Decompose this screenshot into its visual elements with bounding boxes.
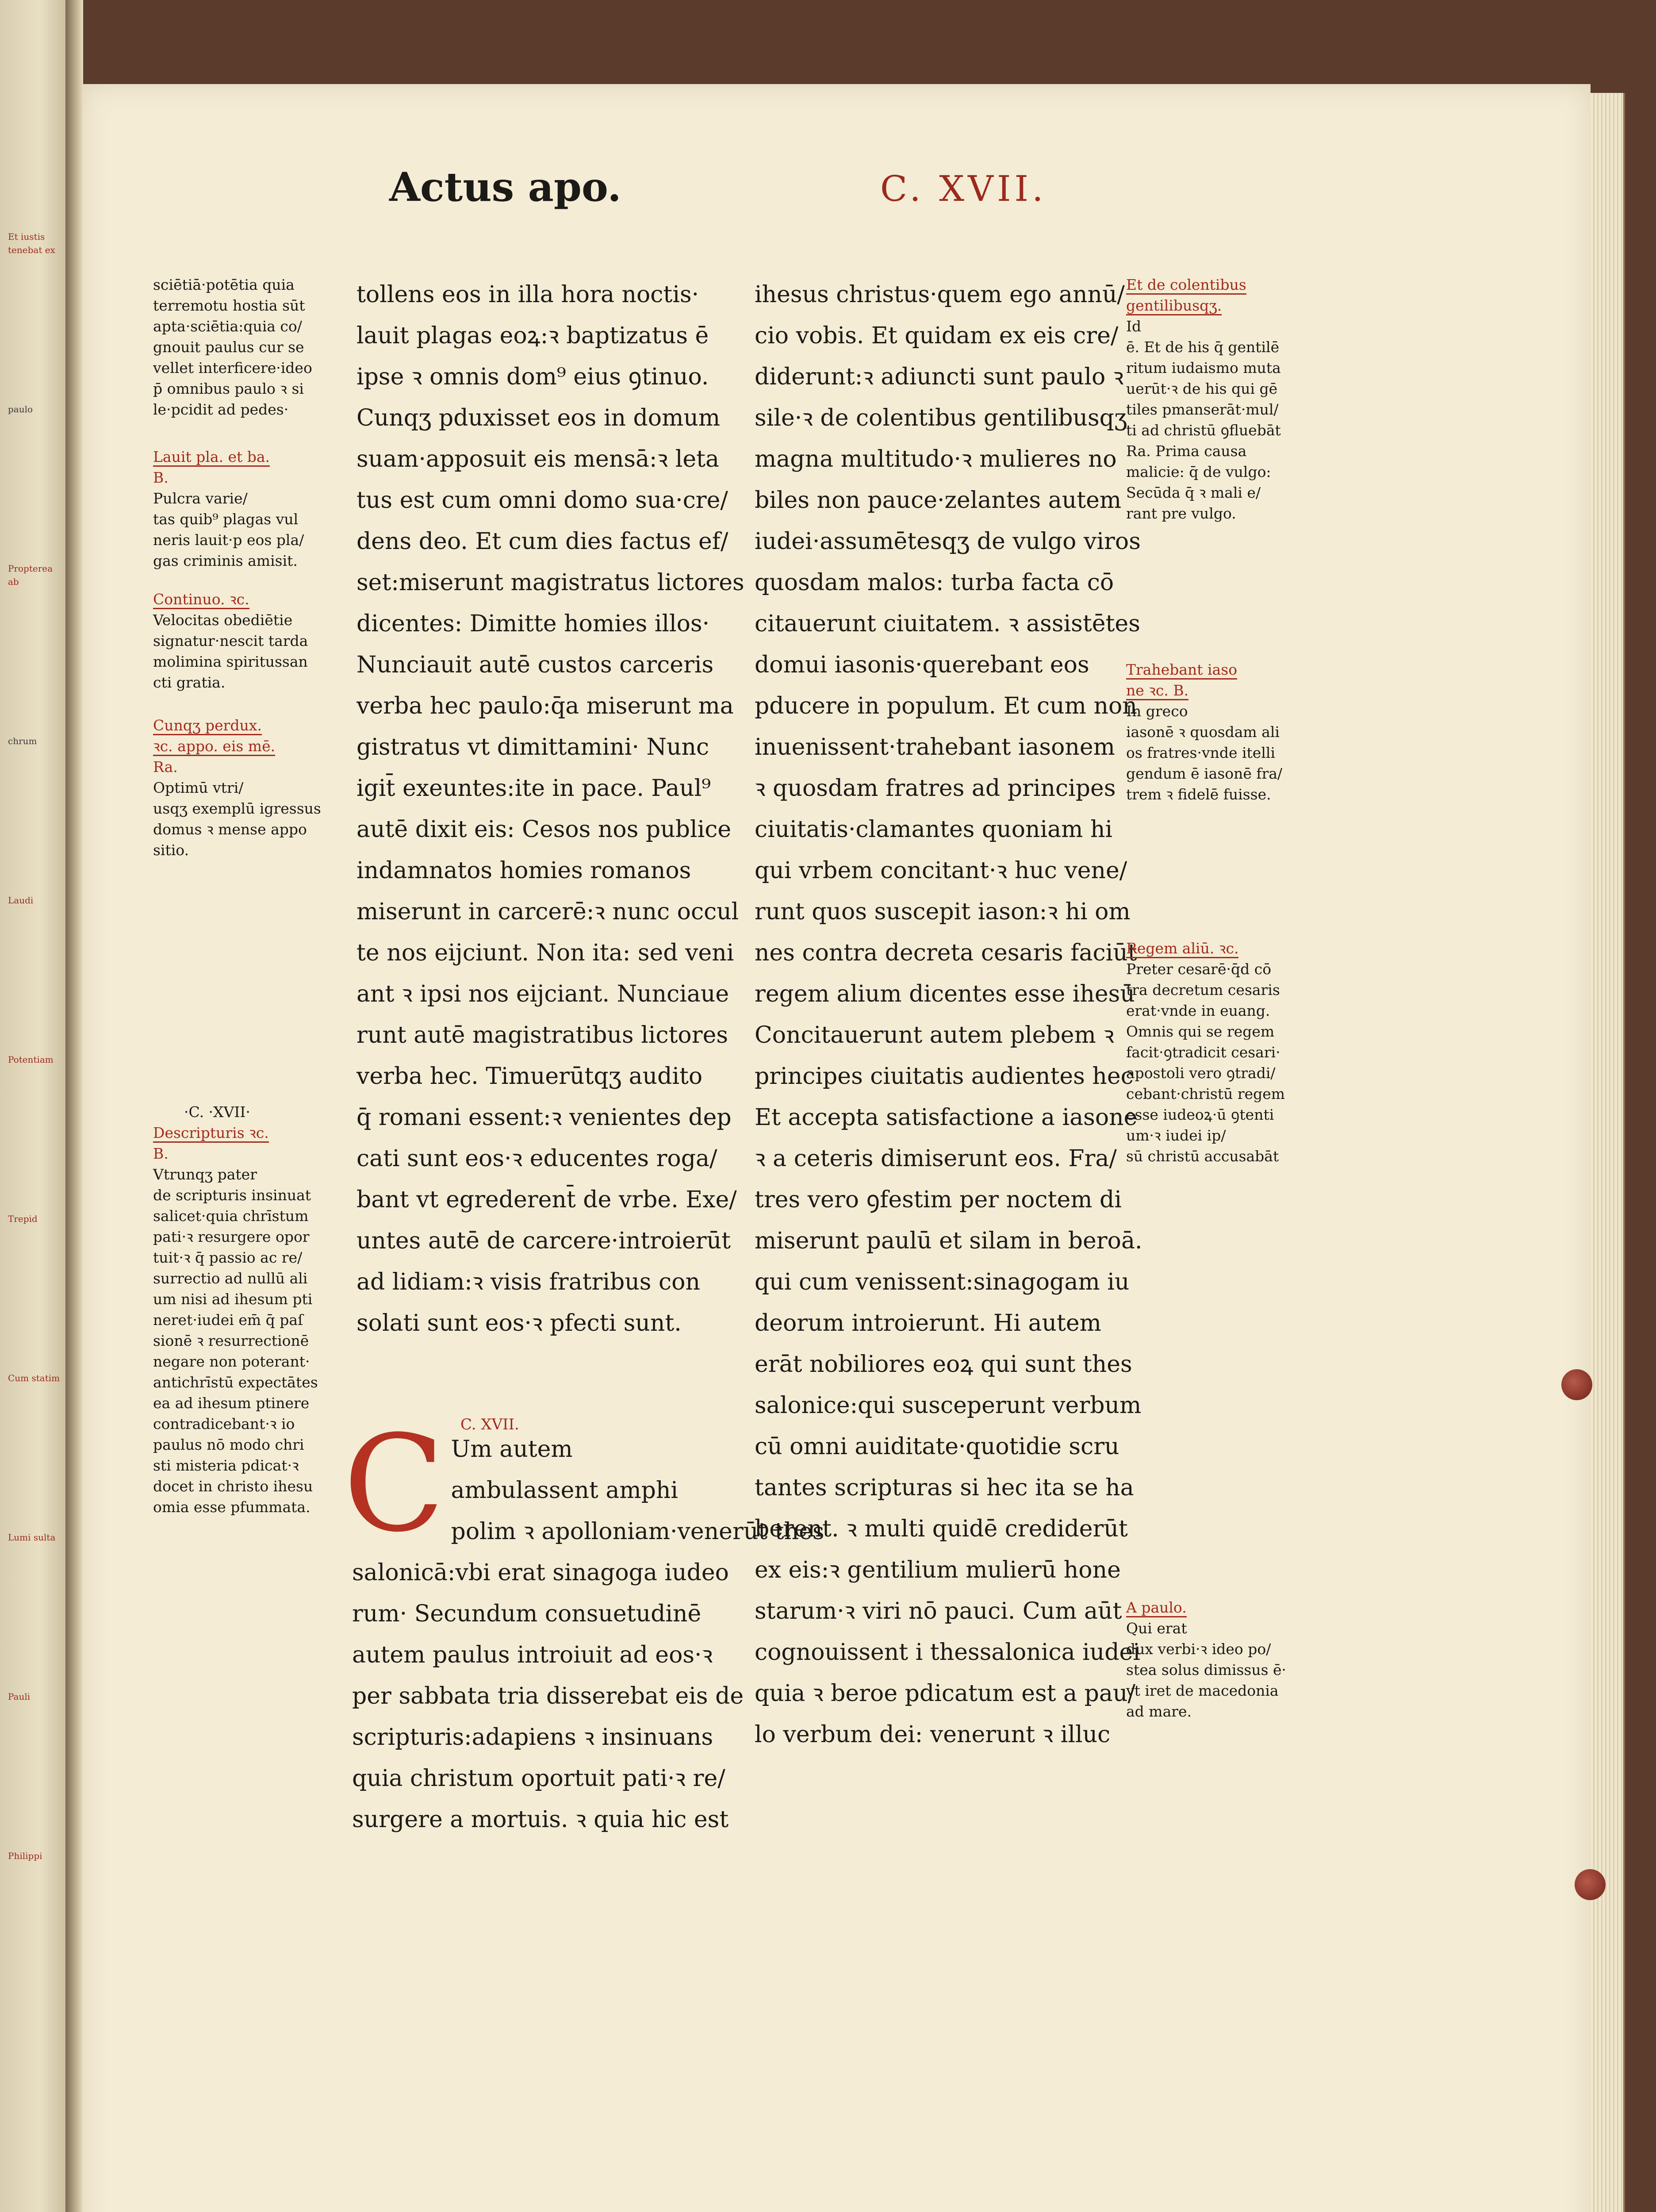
gloss-line: de scripturis insinuat [153, 1187, 311, 1204]
gloss-line: gendum ē iasonē fra/ [1126, 765, 1283, 782]
text-line: deorum introierunt. Hi autem [755, 1310, 1101, 1336]
gloss-line: Secūda q̄ ꝛ mali e/ [1126, 484, 1261, 501]
gloss-line: facit·ꝯtradicit cesari· [1126, 1044, 1280, 1061]
gloss-line: surrectio ad nullū ali [153, 1270, 308, 1287]
gloss-line: Omnis qui se regem [1126, 1023, 1275, 1040]
text-line: Cunqʒ pduxisset eos in domum [356, 405, 721, 431]
left-page-line: Potentiam [8, 1054, 54, 1065]
text-line: scripturis:adapiens ꝛ insinuans [352, 1724, 713, 1751]
text-line: ꝛ a ceteris dimiserunt eos. Fra/ [755, 1145, 1117, 1172]
text-line: principes ciuitatis audientes hec [755, 1063, 1134, 1090]
gloss-line: omia esse pfummata. [153, 1498, 310, 1516]
gloss-line: dux verbi·ꝛ ideo po/ [1126, 1640, 1271, 1658]
main-text-column-right [755, 274, 1179, 1755]
gloss-line: Ra. Prima causa [1126, 442, 1247, 460]
gloss-line: ē. Et de his q̄ gentilē [1126, 338, 1280, 356]
gloss-line: contradicebant·ꝛ io [153, 1415, 295, 1432]
text-line: cū omni auiditate·quotidie scru [755, 1433, 1119, 1460]
gloss-line: domus ꝛ mense appo [153, 821, 307, 838]
text-line: domui iasonis·querebant eos [755, 652, 1089, 678]
text-line: ꝛ quosdam fratres ad principes [755, 775, 1116, 802]
left-page-fragments [8, 230, 63, 2008]
left-page-line: Philippi [8, 1851, 42, 1861]
text-line: ant ꝛ ipsi nos eijciant. Nunciaue [356, 981, 729, 1007]
left-page-line: Lumi sulta [8, 1532, 56, 1543]
gloss-line: ad mare. [1126, 1703, 1192, 1720]
text-line: igit̄ exeuntes:ite in pace. Paul⁹ [356, 775, 711, 802]
text-line: qui vrbem concitant·ꝛ huc vene/ [755, 857, 1127, 884]
gloss-heading: Cunqʒ perdux. [153, 717, 262, 735]
gloss-heading: A paulo. [1126, 1599, 1187, 1617]
gloss-line: usqʒ exemplū igressus [153, 800, 321, 817]
text-line: sile·ꝛ de colentibus gentilibusqʒ [755, 405, 1127, 431]
gloss-heading: Lauit pla. et ba. [153, 448, 270, 467]
running-head-title: Actus apo. [389, 164, 621, 211]
text-line: inuenissent·trahebant iasonem [755, 734, 1115, 760]
gloss-line: gnouit paulus cur se [153, 338, 304, 356]
gloss-right-column [1126, 274, 1303, 524]
gloss-heading: Trahebant iaso [1126, 661, 1237, 680]
gloss-block [153, 777, 339, 860]
gloss-line: Velocitas obediētie [153, 611, 293, 629]
gloss-line: sti misteria pdicat·ꝛ [153, 1457, 299, 1474]
left-page-line: paulo [8, 404, 33, 415]
gloss-line: negare non poterant· [153, 1353, 310, 1370]
text-line: biles non pauce·zelantes autem [755, 487, 1122, 514]
text-line: citauerunt ciuitatem. ꝛ assistētes [755, 611, 1140, 637]
gloss-line: os fratres·vnde itelli [1126, 744, 1275, 761]
text-line: suam·apposuit eis mensā:ꝛ leta [356, 446, 720, 472]
gloss-line: antichrīstū expectātes [153, 1374, 318, 1391]
text-line: berent. ꝛ multi quidē crediderūt [755, 1516, 1128, 1542]
gloss-line: tas quib⁹ plagas vul [153, 511, 299, 528]
gloss-line: stea solus dimissus ē· [1126, 1661, 1287, 1678]
gloss-line: vt iret de macedonia [1126, 1682, 1279, 1699]
gloss-line: rant pre vulgo. [1126, 505, 1236, 522]
gloss-line: paulus nō modo chri [153, 1436, 304, 1453]
gloss-block [1126, 701, 1303, 805]
gloss-line: uerūt·ꝛ de his qui gē [1126, 380, 1278, 397]
left-page-line: Pauli [8, 1691, 31, 1702]
gloss-line: trem ꝛ fidelē fuisse. [1126, 786, 1271, 803]
text-line: nes contra decreta cesaris faciūt [755, 940, 1137, 966]
gloss-right-column-2 [1126, 659, 1303, 805]
gloss-line: le·pcidit ad pedes· [153, 401, 289, 418]
text-line: ex eis:ꝛ gentilium mulierū hone [755, 1557, 1121, 1583]
gloss-heading-sub: ne ꝛc. B. [1126, 682, 1188, 700]
text-line: ipse ꝛ omnis dom⁹ eius ꝯtinuo. [356, 364, 709, 390]
drop-capital: C [343, 1407, 445, 1561]
text-line: surgere a mortuis. ꝛ quia hic est [352, 1806, 729, 1833]
gloss-block [1126, 1618, 1303, 1722]
text-line: salonice:qui susceperunt verbum [755, 1392, 1142, 1419]
gloss-heading: Regem aliū. ꝛc. [1126, 940, 1238, 958]
gloss-line: tra decretum cesaris [1126, 981, 1280, 998]
gloss-line: malicie: q̄ de vulgo: [1126, 463, 1271, 480]
left-page-line: chrum [8, 736, 37, 746]
gloss-line: sitio. [153, 841, 189, 859]
text-line: te nos eijciunt. Non ita: sed veni [356, 940, 734, 966]
text-line: ad lidiam:ꝛ visis fratribus con [356, 1269, 700, 1295]
main-text-lines [356, 274, 755, 1344]
text-line: lauit plagas eoꝝ:ꝛ baptizatus ē [356, 323, 709, 349]
gloss-block [153, 610, 339, 693]
gloss-line: Vtrunqʒ pater [153, 1166, 257, 1183]
left-page-line: Cum statim [8, 1373, 60, 1383]
gloss-line: ti ad christū ꝯfluebāt [1126, 422, 1281, 439]
gloss-line: um nisi ad ihesum pti [153, 1290, 313, 1308]
text-line: tus est cum omni domo sua·cre/ [356, 487, 728, 514]
gloss-block [1126, 959, 1303, 1167]
text-line: ihesus christus·quem ego annū/ [755, 281, 1125, 308]
text-line: dicentes: Dimitte homies illos· [356, 611, 710, 637]
gloss-line: terremotu hostia sūt [153, 297, 305, 314]
text-line: rum· Secundum consuetudinē [352, 1601, 702, 1627]
text-line: solati sunt eos·ꝛ pfecti sunt. [356, 1310, 682, 1336]
gloss-line: neris lauit·p eos pla/ [153, 531, 304, 549]
gloss-chapter-mark: ·C. ·XVII· [184, 1103, 250, 1121]
gloss-heading-sub: ꝛc. appo. eis mē. [153, 737, 275, 756]
gloss-block [153, 488, 339, 571]
text-line: cognouissent i thessalonica iudei [755, 1639, 1140, 1666]
gloss-line: sionē ꝛ resurrectionē [153, 1332, 309, 1349]
gloss-line: molimina spiritussan [153, 653, 308, 670]
text-line: qui cum venissent:sinagogam iu [755, 1269, 1130, 1295]
text-line: pducere in populum. Et cum non [755, 693, 1137, 719]
text-line: set:miserunt magistratus lictores [356, 569, 744, 596]
wax-seal [1561, 1369, 1592, 1400]
gloss-line: Preter cesarē·q̄d cō [1126, 960, 1272, 978]
gloss-left-column-lower [153, 1102, 339, 1517]
gloss-line: In greco [1126, 703, 1188, 720]
gloss-line: neret·iudei em̄ q̄ paſ [153, 1311, 303, 1329]
gloss-left-column [153, 274, 339, 860]
gloss-line: Id [1126, 318, 1142, 335]
gloss-line: vellet interficere·ideo [153, 359, 312, 376]
text-line: runt autē magistratibus lictores [356, 1022, 728, 1048]
text-line: erāt nobiliores eoꝝ qui sunt thes [755, 1351, 1132, 1378]
gloss-line: ea ad ihesum ptinere [153, 1394, 310, 1412]
gloss-line: sciētiā·potētia quia [153, 276, 295, 293]
text-line: verba hec paulo:q̄a miserunt ma [356, 693, 734, 719]
text-line: miserunt paulū et silam in beroā. [755, 1228, 1142, 1254]
gloss-line: salicet·quia chrīstum [153, 1207, 309, 1225]
text-line: Et accepta satisfactione a iasone [755, 1104, 1138, 1131]
gloss-right-column-3 [1126, 938, 1303, 1167]
gloss-block [1126, 316, 1303, 524]
text-line: magna multitudo·ꝛ mulieres no [755, 446, 1117, 472]
gloss-heading: Continuo. ꝛc. [153, 591, 249, 609]
gloss-line: tuit·ꝛ q̄ passio ac re/ [153, 1249, 303, 1266]
gloss-line: apostoli vero ꝯtradi/ [1126, 1064, 1276, 1082]
text-line: Nunciauit autē custos carceris [356, 652, 714, 678]
text-line: indamnatos homies romanos [356, 857, 691, 884]
gloss-line: Optimū vtri/ [153, 779, 244, 796]
left-page-line: Laudi [8, 895, 34, 906]
gloss-line: erat·vnde in euang. [1126, 1002, 1270, 1019]
gloss-block [153, 1164, 339, 1517]
text-line: autē dixit eis: Cesos nos publice [356, 816, 732, 843]
gloss-line: signatur·nescit tarda [153, 632, 308, 649]
gloss-block [153, 274, 339, 420]
gloss-heading-sub: B. [153, 1145, 169, 1162]
gloss-line: sū christū accusabāt [1126, 1148, 1279, 1165]
text-line: cati sunt eos·ꝛ educentes roga/ [356, 1145, 717, 1172]
gloss-line: gas criminis amisit. [153, 552, 298, 569]
text-line: miserunt in carcerē:ꝛ nunc occul [356, 899, 739, 925]
gloss-line: cebant·christū regem [1126, 1085, 1285, 1102]
gloss-line: pati·ꝛ resurgere opor [153, 1228, 310, 1245]
text-line: iudei·assumētesqʒ de vulgo viros [755, 528, 1141, 555]
book-gutter [65, 0, 83, 2212]
text-line: dens deo. Et cum dies factus ef/ [356, 528, 728, 555]
text-line: tres vero ꝯfestim per noctem di [755, 1187, 1122, 1213]
text-line: tollens eos in illa hora noctis· [356, 281, 699, 308]
gloss-line: p̄ omnibus paulo ꝛ si [153, 380, 304, 397]
gloss-heading: Et de colentibus [1126, 276, 1246, 295]
text-line: regem alium dicentes esse ihesū [755, 981, 1135, 1007]
text-line: lo verbum dei: venerunt ꝛ illuc [755, 1721, 1111, 1748]
gloss-heading-sub: gentilibusqʒ. [1126, 297, 1222, 315]
gloss-heading-sub: Ra. [153, 758, 178, 776]
text-line: gistratus vt dimittamini· Nunc [356, 734, 709, 760]
running-head-chapter: C. XVII. [880, 168, 1047, 209]
text-line: polim ꝛ apolloniam·venerūt thes [451, 1518, 824, 1545]
main-text-column-left [356, 274, 755, 1344]
text-line: ambulassent amphi [451, 1477, 678, 1504]
gloss-line: Pulcra varie/ [153, 490, 248, 507]
manuscript-page [82, 84, 1591, 2212]
gloss-line: cti gratia. [153, 674, 226, 691]
text-line: quia christum oportuit pati·ꝛ re/ [352, 1765, 725, 1792]
text-line: q̄ romani essent:ꝛ venientes dep [356, 1104, 732, 1131]
gloss-line: tiles pmanserāt·mul/ [1126, 401, 1279, 418]
gloss-right-column-4 [1126, 1597, 1303, 1722]
text-line: starum·ꝛ viri nō pauci. Cum aūt [755, 1598, 1122, 1624]
left-page-line: Et iustis tenebat ex [8, 231, 55, 255]
text-line: tantes scripturas si hec ita se ha [755, 1475, 1134, 1501]
text-line: verba hec. Timuerūtqʒ audito [356, 1063, 703, 1090]
text-line: autem paulus introiuit ad eos·ꝛ [352, 1642, 713, 1668]
chapter-mark: C. XVII. [460, 1416, 519, 1433]
text-line: cio vobis. Et quidam ex eis cre/ [755, 323, 1119, 349]
gloss-line: apta·sciētia:quia co/ [153, 318, 302, 335]
left-page-edge [0, 0, 66, 2212]
gloss-line: esse iudeoꝝ·ū ꝯtenti [1126, 1106, 1274, 1123]
gloss-line: Qui erat [1126, 1620, 1187, 1637]
text-line: runt quos suscepit iason:ꝛ hi om [755, 899, 1131, 925]
gloss-line: iasonē ꝛ quosdam ali [1126, 723, 1280, 741]
text-line: quia ꝛ beroe pdicatum est a pau/ [755, 1680, 1135, 1707]
text-line: untes autē de carcere·introierūt [356, 1228, 731, 1254]
gloss-line: um·ꝛ iudei ip/ [1126, 1127, 1226, 1144]
text-line: salonicā:vbi erat sinagoga iudeo [352, 1559, 729, 1586]
text-line: bant vt egrederent̄ de vrbe. Exe/ [356, 1187, 737, 1213]
text-line: quosdam malos: turba facta cō [755, 569, 1114, 596]
text-line: Um autem [451, 1436, 573, 1463]
gloss-heading-sub: B. [153, 469, 169, 486]
gloss-heading: Descripturis ꝛc. [153, 1124, 269, 1143]
text-line: Concitauerunt autem plebem ꝛ [755, 1022, 1115, 1048]
left-page-line: Propterea ab [8, 563, 53, 587]
text-line: per sabbata tria disserebat eis de [352, 1683, 744, 1709]
main-text-lines [755, 274, 1179, 1755]
text-line: diderunt:ꝛ adiuncti sunt paulo ꝛ [755, 364, 1124, 390]
text-line: ciuitatis·clamantes quoniam hi [755, 816, 1113, 843]
gloss-line: ritum iudaismo muta [1126, 359, 1281, 376]
wax-seal [1575, 1869, 1606, 1900]
left-page-line: Trepid [8, 1214, 38, 1224]
gloss-line: docet in christo ihesu [153, 1478, 313, 1495]
